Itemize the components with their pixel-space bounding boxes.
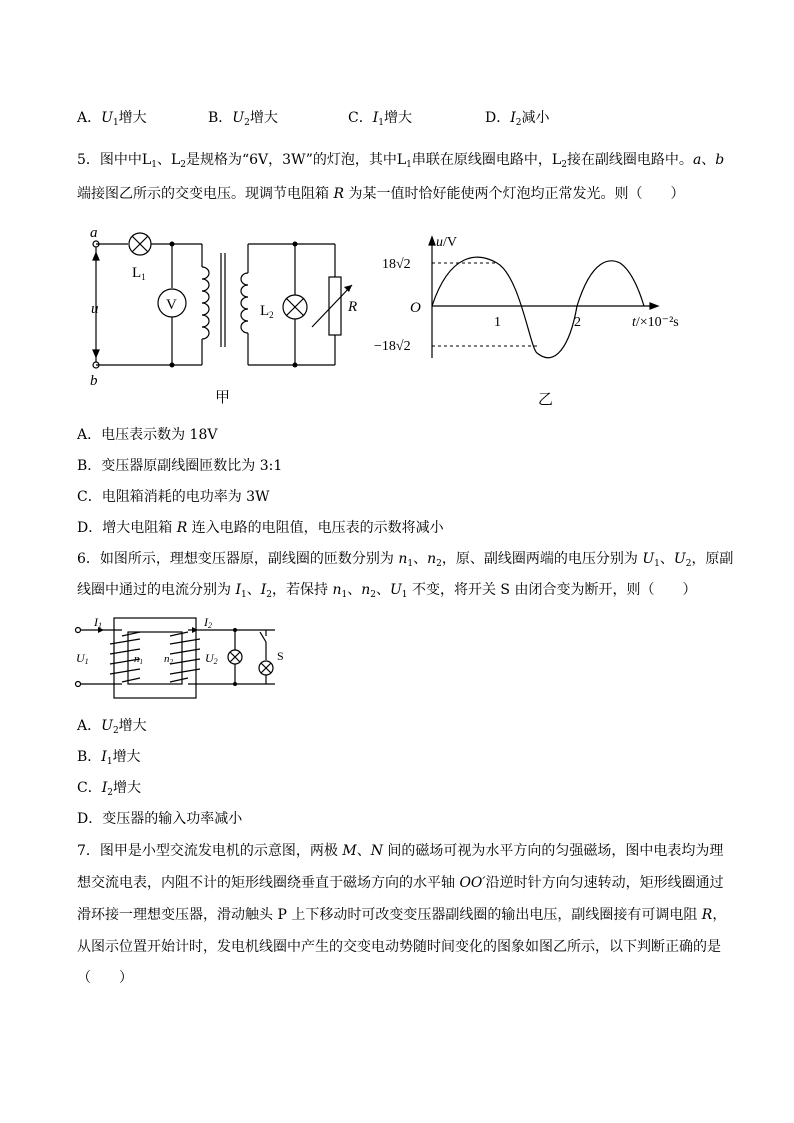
q6-figure bbox=[70, 612, 295, 702]
neg-peak-label: −18√2 bbox=[374, 339, 411, 354]
sine-wave bbox=[432, 257, 644, 358]
label-n1: n1 bbox=[134, 653, 143, 666]
label-u1: U1 bbox=[76, 651, 89, 666]
q7-stem-line5: （ ） bbox=[77, 970, 133, 986]
switch-s bbox=[260, 632, 266, 642]
caption-yi: 乙 bbox=[538, 392, 554, 408]
label-v: V bbox=[166, 297, 177, 313]
q6-option-c: C．$I_2$增大 bbox=[77, 780, 141, 798]
q6-stem-line1: 6．如图所示，理想变压器原，副线圈的匝数分别为 $n_1$、$n_2$，原、副线圈两端的电压分别为 $U_1$、$U_2$，原副 bbox=[77, 551, 734, 569]
label-u2: U2 bbox=[205, 651, 218, 666]
resistor-box bbox=[329, 277, 341, 335]
q7-stem-line1: 7．图甲是小型交流发电机的示意图，两极 M、N 间的磁场可视为水平方向的匀强磁场，图中电表均为理 bbox=[77, 843, 724, 859]
q5-figure-jia bbox=[80, 225, 360, 405]
label-l1: $L_1$ bbox=[132, 265, 146, 282]
q6-option-b: B．$I_1$增大 bbox=[77, 749, 141, 767]
q5-option-d: D．增大电阻箱 R 连入电路的电阻值，电压表的示数将减小 bbox=[77, 520, 444, 536]
primary-coil bbox=[202, 267, 209, 339]
q6-option-d: D．变压器的输入功率减小 bbox=[77, 811, 243, 827]
q5-stem-line2: 端接图乙所示的交变电压。现调节电阻箱 R 为某一值时恰好能使两个灯泡均正常发光。则（ ） bbox=[77, 186, 685, 202]
x-label: t/×10⁻²s bbox=[632, 315, 679, 330]
transformer-core-outer bbox=[114, 618, 196, 698]
origin-label: O bbox=[410, 300, 421, 316]
tick-1: 1 bbox=[494, 315, 501, 330]
q5-option-a: A．电压表示数为 18V bbox=[77, 427, 218, 443]
q4-option-d: D．$I_2$减小 bbox=[485, 110, 550, 128]
q5-option-b: B．变压器原副线圈匝数比为 3:1 bbox=[77, 458, 283, 474]
label-s: S bbox=[277, 649, 284, 663]
terminal-top bbox=[76, 628, 81, 633]
q7-stem-line2: 想交流电表，内阻不计的矩形线圈绕垂直于磁场方向的水平轴 OO′沿逆时针方向匀速转动，矩形线圈通过 bbox=[77, 875, 724, 891]
y-label: u/V bbox=[436, 235, 457, 250]
secondary-coil bbox=[241, 273, 248, 333]
caption-jia: 甲 bbox=[215, 390, 231, 405]
label-i1: I1 bbox=[94, 615, 102, 630]
q7-stem-line4: 从图示位置开始计时，发电机线圈中产生的交变电动势随时间变化的图象如图乙所示，以下判断正确的是 bbox=[77, 939, 721, 955]
label-i2: I2 bbox=[204, 615, 212, 630]
label-u: u bbox=[91, 301, 99, 317]
q4-option-c: C．$I_1$增大 bbox=[348, 110, 412, 128]
tick-2: 2 bbox=[574, 315, 581, 330]
label-n2: n2 bbox=[164, 653, 173, 666]
pos-peak-label: 18√2 bbox=[382, 257, 411, 272]
terminal-bottom bbox=[76, 682, 81, 687]
label-r: R bbox=[348, 299, 358, 315]
q5-option-c: C．电阻箱消耗的电功率为 3W bbox=[77, 489, 270, 505]
q4-option-b: B．$U_2$增大 bbox=[208, 110, 278, 128]
q5-figure-yi bbox=[370, 228, 700, 408]
q7-stem-line3: 滑环接一理想变压器，滑动触头 P 上下移动时可改变变压器副线圈的输出电压，副线圈接有可调电阻 R， bbox=[77, 907, 727, 923]
q6-stem-line2: 线圈中通过的电流分别为 $I_1$、$I_2$，若保持 $n_1$、$n_2$、$U_1$ 不变，将开关 S 由闭合变为断开，则（ ） bbox=[77, 582, 697, 600]
label-l2: $L_2$ bbox=[260, 303, 274, 320]
q5-stem-line1: 5．图中中$L_1$、$L_2$是规格为“6V，3W”的灯泡，其中$L_1$串联在原线圈电路中，$L_2$接在副线圈电路中。a、b bbox=[77, 152, 725, 170]
label-a: a bbox=[90, 225, 98, 241]
q4-option-a: A．$U_1$增大 bbox=[77, 110, 147, 128]
q6-option-a: A．$U_2$增大 bbox=[77, 718, 147, 736]
label-b: b bbox=[90, 373, 98, 389]
